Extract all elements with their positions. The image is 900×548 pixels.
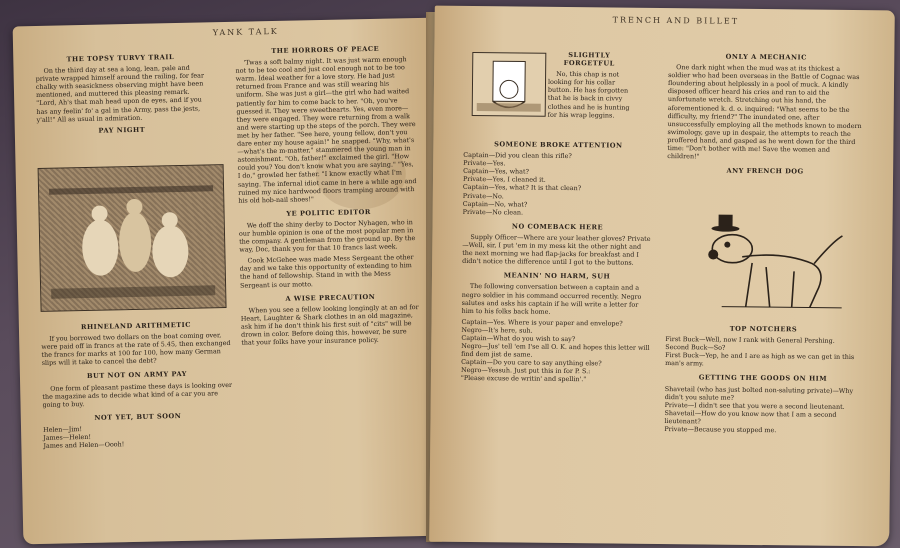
harm-line: Negro—It's here, suh. xyxy=(461,325,533,335)
attention-line: Private—Yes, I cleaned it. xyxy=(462,175,546,185)
harm-line: Captain—Yes. Where is your paper and envelope? xyxy=(461,317,623,328)
forgetful-illustration xyxy=(472,52,547,117)
comeback-text: Supply Officer—Where are your leather gloves? Private—Well, sir, I put 'em in my mess kit the other night and the next morning we had flap-jacks for breakfast and I didn't notice the difference until I got to the buttons. xyxy=(462,232,651,267)
attention-line: Captain—Did you clean this rifle? xyxy=(463,151,572,161)
cartoon-man-forgetful xyxy=(473,53,546,116)
topsy-title: THE TOPSY TURVY TRAIL xyxy=(66,53,175,64)
soon-line: Helen—Jim! xyxy=(42,425,83,434)
forgetful-title: SLIGHTLY FORGETFUL xyxy=(563,51,615,68)
comic-illustration-pay-night xyxy=(39,165,226,311)
forgetful-text: No, this chap is not looking for his collar button. He has forgotten that he is back in civvy clothes and he is hunting for his wrap leggins. xyxy=(547,70,630,120)
pay-night-illustration xyxy=(38,164,227,312)
harm-text: The following conversation between a captain and a negro soldier in his command occurred recently. Negro salutes and asks his captain if he will write a letter for him to his folks back home. xyxy=(461,282,642,316)
cartoon-french-dog xyxy=(682,210,853,316)
army-pay-title: BUT NOT ON ARMY PAY xyxy=(86,370,187,381)
left-column-2 xyxy=(235,38,421,350)
right-column-1 xyxy=(461,134,654,385)
left-column-1 xyxy=(35,46,207,138)
notchers-line: First Buck—Yep, he and I are as high as we can get in this man's army. xyxy=(665,351,855,368)
topsy-text: On the third day at sea a long, lean, pale and private wrapped himself around the railing, for fear chalky with seasickness observing might have been mentioned, and muttered this pleasing remark. "Lord, Ah's that mah head upon de eyes, and if you has any feelin' fo' a gal in the Army, pass the jests, y'all!" All as usual in admiration. xyxy=(35,63,205,124)
harm-line: "Please excuse de writin' and spellin'." xyxy=(460,374,587,384)
rhineland-title: RHINELAND ARITHMETIC xyxy=(80,320,192,332)
goods-title: GETTING THE GOODS ON HIM xyxy=(698,373,828,384)
horrors-title: THE HORRORS OF PEACE xyxy=(271,44,380,56)
right-column-2 xyxy=(667,52,864,179)
attention-line: Private—No clean. xyxy=(462,207,524,217)
attention-line: Captain—Yes, what? It is that clean? xyxy=(462,183,582,193)
wise-title: A WISE PRECAUTION xyxy=(285,292,376,303)
left-page-header: YANK TALK xyxy=(212,26,279,38)
horrors-text: 'Twas a soft balmy night. It was just warm enough not to be too cool and just cool enough not to be too warm. Ideal weather for a love story. He had just returned from France and was still wearing his uniform. She was just a girl—the girl who had waited patiently for him to come back to her. "Oh, you've guessed it. They were sweethearts. Yes, even more—they were engaged. They were returning from a walk and were starting up the steps of the porch. They were met by her father. "See here, young fellow, don't you dare enter my house again!" he snapped. "Why, what's—what's the m-matter," stammered the young man in astonishment. "Oh, father!" exclaimed the girl. "How could you? You don't know what you are saying." "Yes, I do," growled her father. "I know exactly what I'm saying. The infernal idiot came in here a while ago and ruined my nice hardwood floors tramping around with his old hob-nail shoes!" xyxy=(235,55,417,205)
goods-line: Private—Because you stopped me. xyxy=(664,425,777,435)
rhineland-text: If you borrowed two dollars on the boat coming over, were paid off in francs at the rate of 5.45, then exchanged the francs for marks at 100 for 100, how many German slips will it take to cancel the debt? xyxy=(41,331,231,368)
goods-line: Private—I didn't see that you were a second lieutenant. xyxy=(664,400,845,411)
goods-line: Shavetail—How do you know now that I am a second lieutenant? xyxy=(664,408,837,426)
attention-line: Captain—No, what? xyxy=(462,199,528,209)
attention-line: Private—No. xyxy=(462,191,504,200)
army-pay-text: One form of pleasant pastime these days is looking over the magazine ads to decide what kind of a car you are going to buy. xyxy=(42,380,233,409)
soon-line: James—Helen! xyxy=(43,432,92,442)
attention-line: Captain—Yes, what? xyxy=(463,167,530,176)
right-column-2-bottom xyxy=(664,318,861,435)
harm-line: Captain—Do you care to say anything else? xyxy=(461,358,602,368)
comeback-title: NO COMEBACK HERE xyxy=(511,222,604,232)
politic-text: We doff the shiny derby to Doctor Nyhagen, who in our humble opinion is one of the most popular men in the company. A gentleman from the ground up. By the way, Doc, thank you for that 10 francs last week. xyxy=(238,217,416,254)
dog-title: ANY FRENCH DOG xyxy=(726,166,804,176)
merchant-title: ONLY A MECHANIC xyxy=(725,52,807,62)
harm-line: Captain—What do you wish to say? xyxy=(461,333,576,344)
notchers-title: TOP NOTCHERS xyxy=(729,324,798,334)
right-page xyxy=(429,6,895,547)
harm-line: Negro—Yessuh. Just put this in for P. S.: xyxy=(460,366,591,376)
attention-title: SOMEONE BROKE ATTENTION xyxy=(494,140,623,150)
merchant-text: One dark night when the mud was at its thickest a soldier who had been overseas in the Battle of Cognac was floundering about helplessly in a pool of muck. A kindly disposed officer heard his cries and ran to aid the unfortunate wretch. Stretching out his hand, the aforementioned k. d. o. inquired: "What seems to be the difficulty, my friend?" The inundated one, after unsuccessfully employing all the methods known to modern swimology, gave up in despair, the attempts to reach the proffered hand, and gasped as he went down for the third time: "Don't bother with me! Save the women and children!" xyxy=(667,63,862,161)
pay-night-title: PAY NIGHT xyxy=(98,125,146,135)
harm-title: MEANIN' NO HARM, SUH xyxy=(503,271,611,281)
notchers-line: Second Buck—So? xyxy=(665,343,726,352)
forgetful-block xyxy=(548,51,631,123)
politic-title: YE POLITIC EDITOR xyxy=(286,207,371,218)
soon-title: NOT YET, BUT SOON xyxy=(94,411,182,422)
attention-line: Private—Yes. xyxy=(463,159,506,168)
soon-line: James and Helen—Oooh! xyxy=(43,440,125,451)
goods-line: Shavetail (who has just bolted non-saluting private)—Why didn't you salute me? xyxy=(664,384,854,402)
right-page-header: TRENCH AND BILLET xyxy=(612,15,740,26)
notchers-line: First Buck—Well, now I rank with General Pershing. xyxy=(665,335,835,345)
left-column-1-bottom xyxy=(41,314,234,450)
cook-text: Cook McGehee was made Mess Sergeant the other day and we take this opportunity of extending to him the hand of fellowship. Stand in with the Mess Sergeant is our motto. xyxy=(239,253,414,290)
left-page xyxy=(13,18,444,545)
wise-text: When you see a fellow looking longingly at an ad for Heart, Laughter & Shark clothes in an old magazine, ask him if he don't think his first suit of "cits" will be drown in color. Before doing this, however, be sure that your folks have your insurance policy. xyxy=(240,302,419,347)
dog-illustration xyxy=(682,210,853,316)
harm-line: Negro—Jus' tell 'em I'se all O. K. and hopes this letter will find dem jist de same. xyxy=(461,341,650,359)
